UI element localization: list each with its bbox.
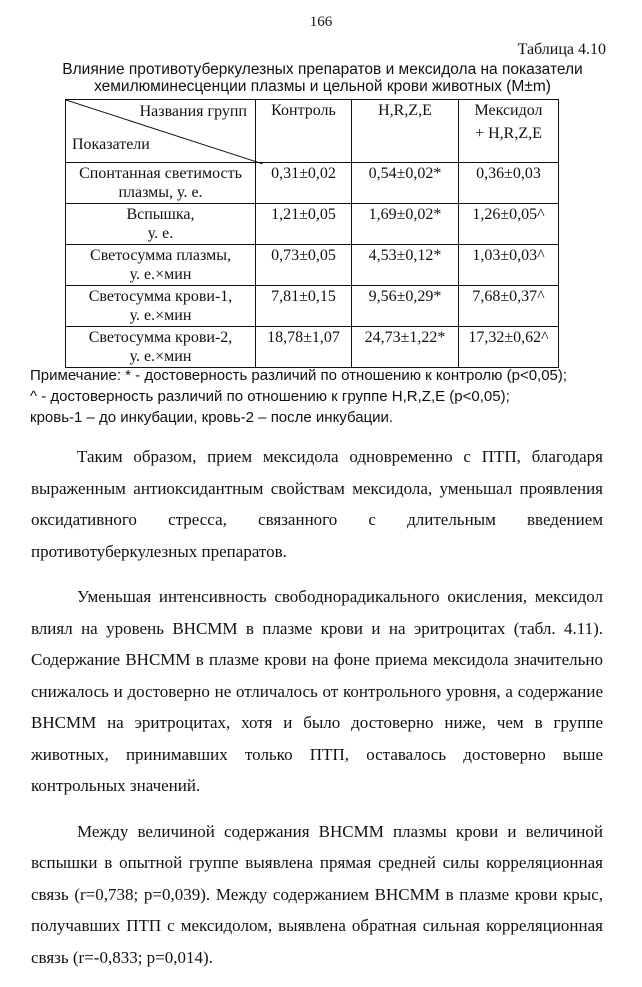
corner-bottom-label: Показатели [72,136,150,153]
table-row [66,245,559,286]
paragraph: Таким образом, прием мексидола одновременно с ПТП, благодаря выраженным антиоксидантным свойствам мексидола, уменьшал проявления оксидативного стресса, связанного с длительным введением противотуберкулезных препаратов. [31,447,603,561]
caption-line-2: хемилюминесценции плазмы и цельной крови животных (M±m) [94,78,551,95]
cell-hrze: 9,56±0,29* [352,286,459,327]
paragraph: Между величиной содержания ВНСММ плазмы крови и величиной вспышки в опытной группе выявлена прямая средней силы корреляционная связь (r=0,738; p=0,039). Между содержанием ВНСММ в плазме крови крыс, получавших ПТП с мексидолом, выявлена обратная сильная корреляционная связь (r=-0,833; p=0,014). [31,821,603,967]
table-label: Таблица 4.10 [517,41,606,58]
note-line-2: ^ - достоверность различий по отношению к группе H,R,Z,E (p<0,05); [30,388,510,405]
cell-hrze: 1,69±0,02* [352,204,459,245]
note-line-3: кровь-1 – до инкубации, кровь-2 – после инкубации. [30,409,394,426]
row-label-line-1: Вспышка, [126,206,195,223]
paragraph: Уменьшая интенсивность свободнорадикального окисления, мексидол влиял на уровень ВНСММ в плазме крови и на эритроцитах (табл. 4.11). Содержание ВНСММ в плазме крови на фоне приема мексидола значительно снижалось и достоверно не отличалось от контрольного уровня, а содержание ВНСММ на эритроцитах, хотя и было достоверно ниже, чем в группе животных, принимавших только ПТП, оставалось достоверно выше контрольных значений. [31,587,603,795]
column-header-mexidol [459,100,559,163]
row-label-line-2: у. е.×мин [129,266,192,283]
row-label-line-2: плазмы, у. е. [118,184,203,201]
row-label [66,163,256,204]
cell-hrze: 4,53±0,12* [352,245,459,286]
column-header-mexidol-line-1: Мексидол [474,102,543,119]
cell-hrze: 24,73±1,22* [352,327,459,368]
cell-control: 18,78±1,07 [256,327,352,368]
row-label [66,286,256,327]
row-label [66,204,256,245]
table-note [30,365,620,428]
table-row [66,286,559,327]
row-label-line-1: Спонтанная светимость [79,165,242,182]
caption-line-1: Влияние противотуберкулезных препаратов и мексидола на показатели [62,61,583,78]
cell-mexidol: 17,32±0,62^ [459,327,559,368]
cell-mexidol: 0,36±0,03 [459,163,559,204]
table-row [66,327,559,368]
table-caption [40,61,605,95]
row-label-line-1: Светосумма крови-1, [88,288,233,305]
cell-control: 0,73±0,05 [256,245,352,286]
row-label-line-2: у. е.×мин [129,348,192,365]
cell-hrze: 0,54±0,02* [352,163,459,204]
column-header-hrze: H,R,Z,E [352,100,459,163]
note-line-1: Примечание: * - достоверность различий по отношению к контролю (p<0,05); [30,367,568,384]
row-label-line-2: у. е. [147,225,174,242]
corner-top-label: Названия групп [139,103,247,120]
column-header-mexidol-line-2: + H,R,Z,E [475,125,542,142]
row-label-line-1: Светосумма плазмы, [90,247,231,264]
table-row [66,204,559,245]
column-header-control: Контроль [256,100,352,163]
data-table [65,99,559,368]
cell-control: 7,81±0,15 [256,286,352,327]
header-corner-cell [66,100,256,163]
body-text [31,441,603,987]
row-label [66,245,256,286]
page-number: 166 [309,14,333,30]
cell-control: 1,21±0,05 [256,204,352,245]
cell-mexidol: 1,26±0,05^ [459,204,559,245]
cell-mexidol: 1,03±0,03^ [459,245,559,286]
cell-control: 0,31±0,02 [256,163,352,204]
row-label-line-1: Светосумма крови-2, [88,329,233,346]
table-row [66,163,559,204]
row-label-line-2: у. е.×мин [129,307,192,324]
cell-mexidol: 7,68±0,37^ [459,286,559,327]
header-row [66,100,559,163]
row-label [66,327,256,368]
